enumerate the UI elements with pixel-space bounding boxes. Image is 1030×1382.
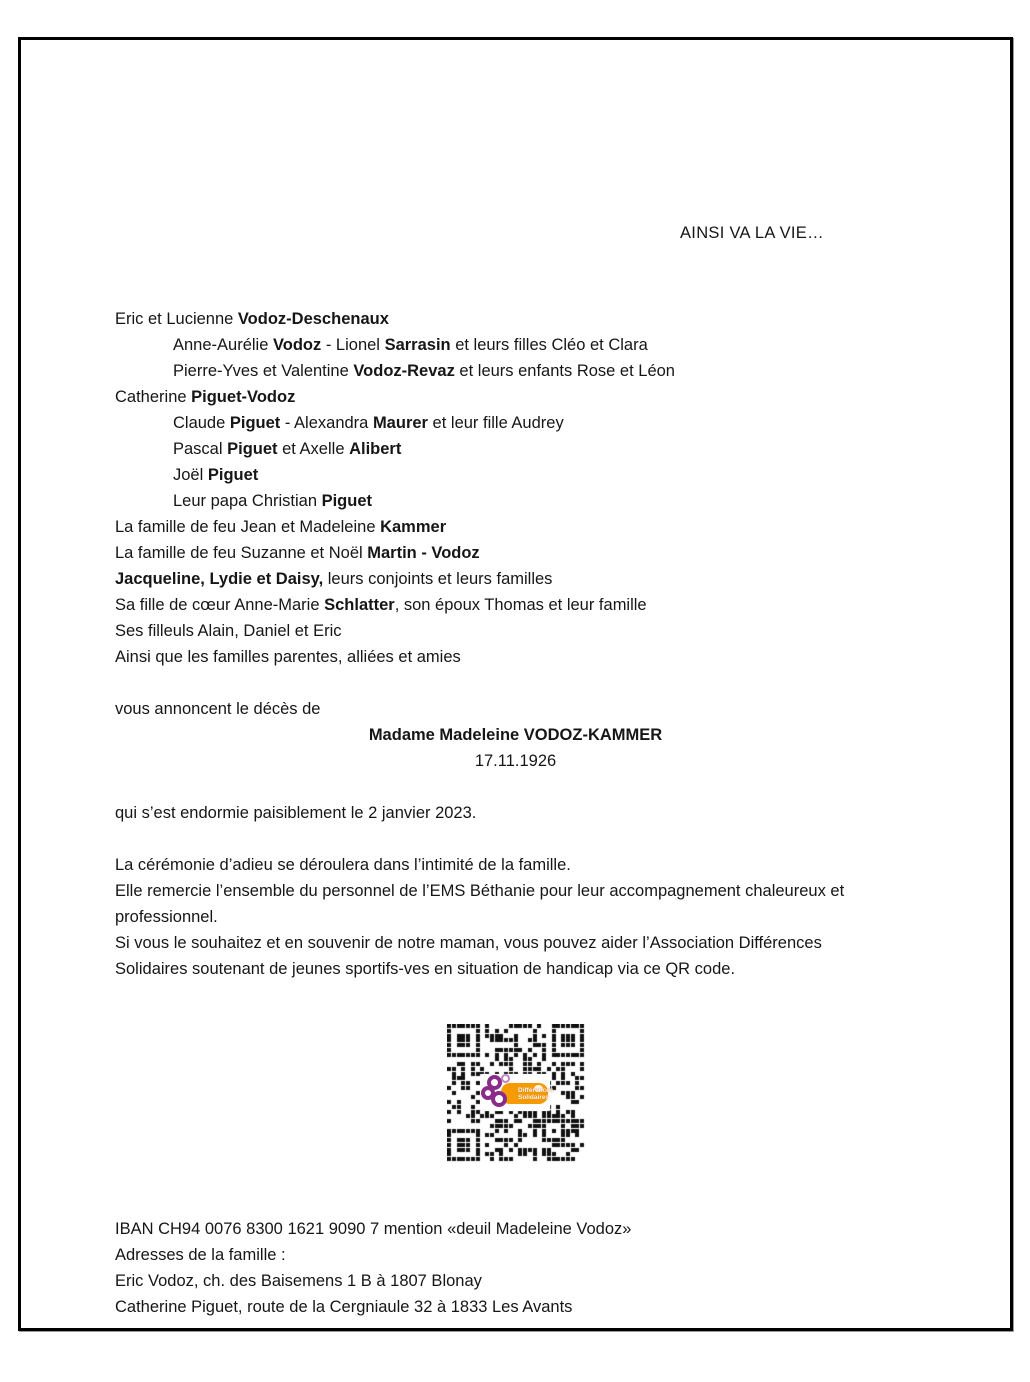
footer-line: Eric Vodoz, ch. des Baisemens 1 B à 1807 Blonay	[115, 1272, 482, 1290]
family-line-text: et leurs filles Cléo et Clara	[450, 336, 648, 354]
family-line-text: Pascal	[173, 440, 228, 458]
family-line-text: - Lionel	[321, 336, 385, 354]
ceremony-line: professionnel.	[115, 908, 218, 926]
family-line-text: , son époux Thomas et leur famille	[394, 596, 647, 614]
family-line-text: Pierre-Yves et Valentine	[173, 362, 354, 380]
footer-line: IBAN CH94 0076 8300 1621 9090 7 mention «deuil Madeleine Vodoz»	[115, 1220, 632, 1238]
family-name-bold: Schlatter	[324, 596, 395, 614]
family-line	[115, 566, 935, 592]
family-line	[115, 592, 935, 618]
deceased-name: Madame Madeleine VODOZ-KAMMER	[368, 726, 663, 744]
family-line-text: Leur papa Christian	[173, 492, 322, 510]
family-line-text: Eric et Lucienne	[115, 310, 238, 328]
family-line-text: - Alexandra	[280, 414, 373, 432]
family-line-text: Ses filleuls Alain, Daniel et Eric	[115, 622, 342, 640]
logo-purple-circle-icon	[491, 1091, 507, 1107]
family-line	[115, 410, 935, 436]
family-line-text: et leurs enfants Rose et Léon	[454, 362, 675, 380]
family-name-bold: Martin - Vodoz	[367, 544, 480, 562]
family-line-text: Claude	[173, 414, 230, 432]
footer-line: Catherine Piguet, route de la Cergniaule 32 à 1833 Les Avants	[115, 1298, 573, 1316]
family-line-text: La famille de feu Jean et Madeleine	[115, 518, 381, 536]
logo-text-line2: Solidaires	[518, 1094, 550, 1101]
logo-light-purple-circle-icon	[501, 1074, 510, 1083]
ceremony-line: Elle remercie l’ensemble du personnel de l’EMS Béthanie pour leur accompagnement chaleureux et	[115, 882, 845, 900]
page-title: AINSI VA LA VIE…	[680, 224, 824, 242]
logo-text	[518, 1087, 553, 1101]
family-line	[115, 436, 935, 462]
family-line-text: La famille de feu Suzanne et Noël	[115, 544, 368, 562]
family-line	[115, 462, 935, 488]
family-name-bold: Kammer	[380, 518, 447, 536]
family-line-text: Joël	[173, 466, 208, 484]
death-announcement-line: qui s’est endormie paisiblement le 2 janvier 2023.	[115, 804, 477, 822]
family-line	[115, 618, 935, 644]
family-name-bold: Alibert	[349, 440, 402, 458]
ceremony-line: Solidaires soutenant de jeunes sportifs-ves en situation de handicap via ce QR code.	[115, 960, 736, 978]
family-line-text: leurs conjoints et leurs familles	[323, 570, 553, 588]
logo-orange-banner	[501, 1083, 554, 1104]
ceremony-line: La cérémonie d’adieu se déroulera dans l’intimité de la famille.	[115, 856, 571, 874]
ceremony-paragraphs	[115, 852, 935, 982]
family-line-text: Ainsi que les familles parentes, alliées et amies	[115, 648, 461, 666]
page-border-frame	[18, 37, 1013, 1331]
family-line-text: et leur fille Audrey	[427, 414, 564, 432]
family-line-text: Anne-Aurélie	[173, 336, 273, 354]
family-line	[115, 514, 935, 540]
family-line-text: Catherine	[115, 388, 192, 406]
family-line	[115, 358, 935, 384]
birth-date: 17.11.1926	[474, 752, 557, 770]
family-name-bold: Piguet	[227, 440, 278, 458]
family-line	[115, 306, 935, 332]
family-name-bold: Sarrasin	[384, 336, 451, 354]
family-line	[115, 384, 935, 410]
family-line-text: et Axelle	[277, 440, 350, 458]
ceremony-line: Si vous le souhaitez et en souvenir de notre maman, vous pouvez aider l’Association Différences	[115, 934, 822, 952]
family-list	[115, 306, 935, 670]
family-name-bold: Maurer	[372, 414, 428, 432]
family-name-bold: Piguet	[321, 492, 373, 510]
family-line-text: Sa fille de cœur Anne-Marie	[115, 596, 325, 614]
family-line	[115, 540, 935, 566]
family-name-bold: Piguet	[207, 466, 259, 484]
differences-solidaires-logo	[480, 1074, 554, 1111]
family-name-bold: Vodoz-Deschenaux	[237, 310, 389, 328]
qr-code	[447, 1024, 585, 1162]
family-name-bold: Vodoz	[272, 336, 322, 354]
family-line	[115, 644, 935, 670]
footer-addresses	[115, 1216, 935, 1320]
family-line	[115, 488, 935, 514]
footer-line: Adresses de la famille :	[115, 1246, 286, 1264]
family-name-bold: Jacqueline, Lydie et Daisy,	[115, 570, 324, 588]
family-name-bold: Piguet-Vodoz	[191, 388, 296, 406]
announcement-intro: vous annoncent le décès de	[115, 700, 321, 718]
family-line	[115, 332, 935, 358]
family-name-bold: Piguet	[229, 414, 281, 432]
logo-text-line1: Différences	[518, 1087, 554, 1094]
family-name-bold: Vodoz-Revaz	[353, 362, 455, 380]
